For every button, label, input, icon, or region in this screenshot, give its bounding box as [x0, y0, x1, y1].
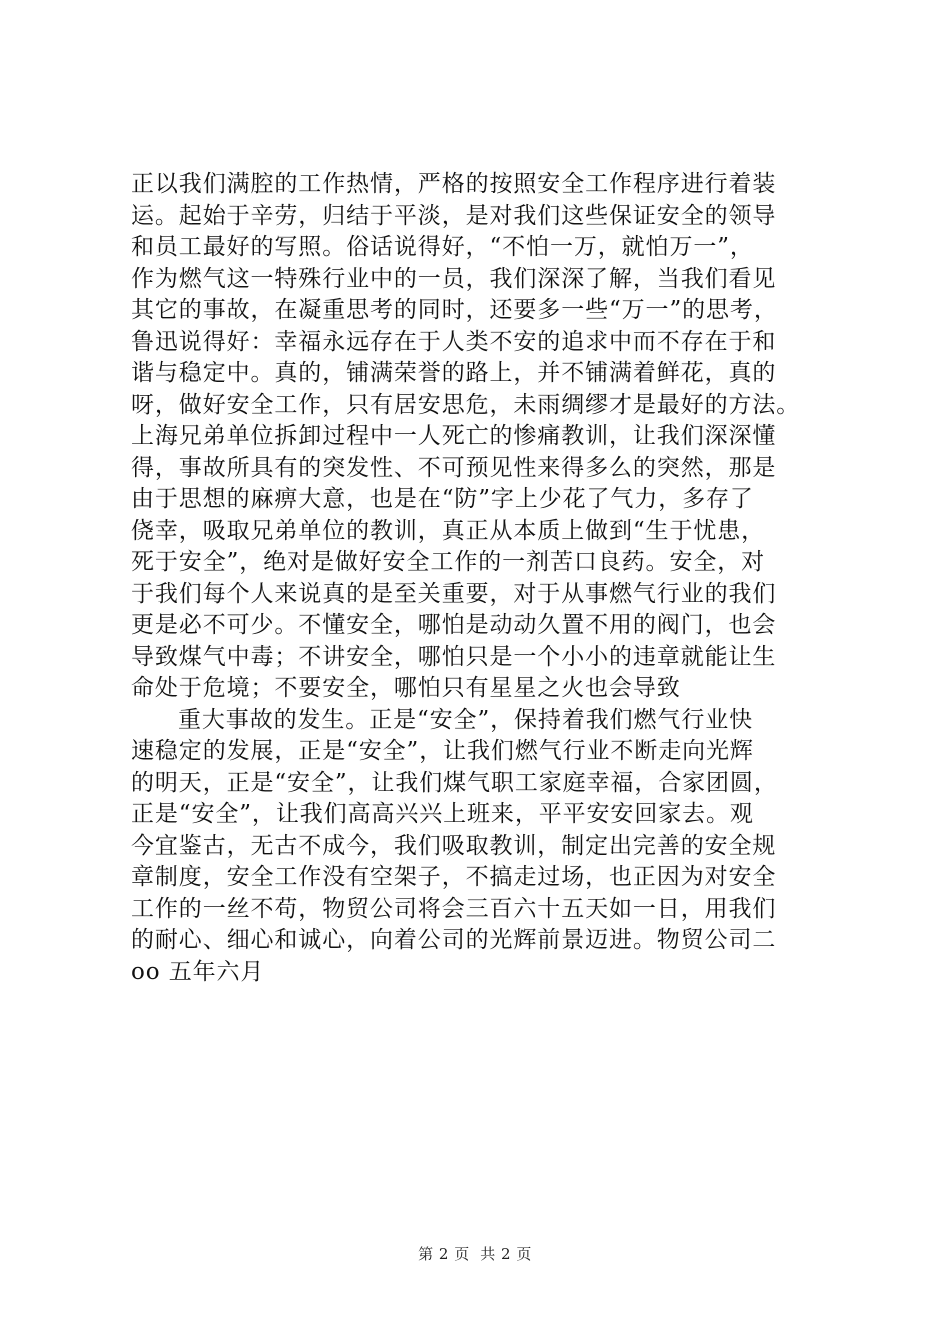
text-line: 的明天，正是“安全”，让我们煤气职工家庭幸福，合家团圆，	[131, 769, 778, 796]
text-line: 其它的事故，在凝重思考的同时，还要多一些“万一”的思考，	[131, 297, 778, 323]
paragraph-start-line: 重大事故的发生。正是“安全”，保持着我们燃气行业快	[178, 706, 754, 733]
body-text	[131, 169, 851, 988]
page-footer	[0, 1243, 950, 1264]
text-line: 谐与稳定中。真的，铺满荣誉的路上，并不铺满着鲜花，真的	[131, 360, 777, 386]
text-line: 侥幸，吸取兄弟单位的教训，真正从本质上做到“生于忧患，	[131, 517, 766, 544]
text-line: 工作的一丝不苟，物贸公司将会三百六十五天如一日，用我们	[131, 895, 777, 922]
text-line: 更是必不可少。不懂安全，哪怕是动动久置不用的阀门，也会	[131, 612, 777, 638]
text-line: 上海兄弟单位拆卸过程中一人死亡的惨痛教训，让我们深深懂	[131, 423, 777, 449]
text-line: 死于安全”，绝对是做好安全工作的一剂苦口良药。安全，对	[131, 549, 766, 575]
page-number-label: 第 2 页 共 2 页	[418, 1245, 532, 1263]
text-line: 作为燃气这一特殊行业中的一员，我们深深了解，当我们看见	[131, 265, 777, 292]
text-line: 命处于危境；不要安全，哪怕只有星星之火也会导致	[131, 675, 681, 701]
text-line: 于我们每个人来说真的是至关重要，对于从事燃气行业的我们	[131, 580, 777, 607]
text-line: 得，事故所具有的突发性、不可预见性来得多么的突然，那是	[131, 454, 777, 481]
text-line: 和员工最好的写照。俗话说得好，“不怕一万，就怕万一”，	[131, 234, 754, 260]
text-line: 正是“安全”，让我们高高兴兴上班来，平平安安回家去。观	[131, 801, 754, 827]
text-line: 呀，做好安全工作，只有居安思危，未雨绸缪才是最好的方法。	[131, 391, 801, 418]
text-line: 正以我们满腔的工作热情，严格的按照安全工作程序进行着装	[131, 171, 777, 197]
text-line: 导致煤气中毒；不讲安全，哪怕只是一个小小的违章就能让生	[131, 643, 777, 670]
text-line: 由于思想的麻痹大意，也是在“防”字上少花了气力，多存了	[131, 486, 754, 512]
text-line: 章制度，安全工作没有空架子，不搞走过场，也正因为对安全	[131, 864, 777, 890]
text-line: 鲁迅说得好：幸福永远存在于人类不安的追求中而不存在于和	[131, 328, 777, 355]
text-line: 运。起始于辛劳，归结于平淡，是对我们这些保证安全的领导	[131, 202, 777, 229]
text-line: 今宜鉴古，无古不成今，我们吸取教训，制定出完善的安全规	[131, 832, 777, 859]
text-line: 速稳定的发展，正是“安全”，让我们燃气行业不断走向光辉	[131, 738, 754, 764]
text-line: 的耐心、细心和诚心，向着公司的光辉前景迈进。物贸公司二	[131, 927, 777, 953]
text-line: oo 五年六月	[131, 958, 265, 985]
